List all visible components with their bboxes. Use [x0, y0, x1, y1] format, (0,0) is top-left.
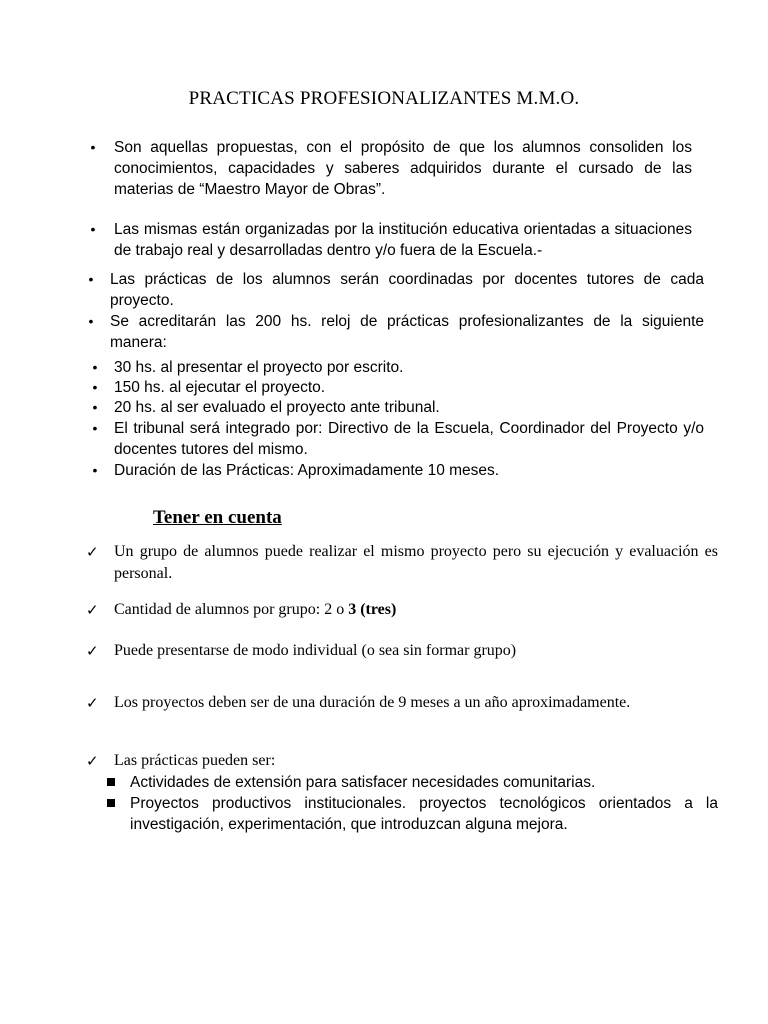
bullet-item: El tribunal será integrado por: Directivo de la Escuela, Coordinador del Proyecto y/o docentes tutores del mismo. — [114, 420, 704, 458]
bullet-icon: • — [88, 313, 94, 329]
check-item: Los proyectos deben ser de una duración de 9 meses a un año aproximadamente. — [114, 694, 631, 711]
checkmark-icon: ✓ — [86, 642, 99, 660]
check-item-bold-text: 3 (tres) — [348, 601, 397, 618]
bullet-item: Duración de las Prácticas: Aproximadamente 10 meses. — [114, 462, 500, 479]
checkmark-icon: ✓ — [86, 752, 99, 770]
bullet-icon: • — [90, 221, 96, 237]
bullet-item: Se acreditarán las 200 hs. reloj de prácticas profesionalizantes de la siguiente manera: — [110, 313, 704, 351]
bullet-item: Son aquellas propuestas, con el propósito de que los alumnos consoliden los conocimientos, capacidades y saberes adquiridos durante el cursado de las materias de “Maestro Mayor de Obras”. — [114, 139, 692, 198]
bullet-item: 30 hs. al presentar el proyecto por escrito. — [114, 359, 404, 376]
check-item: Las prácticas pueden ser: — [114, 752, 276, 769]
bullet-icon: • — [92, 420, 98, 436]
checkmark-icon: ✓ — [86, 601, 99, 619]
bullet-icon: • — [90, 139, 96, 155]
bullet-icon: • — [92, 379, 98, 395]
checkmark-icon: ✓ — [86, 694, 99, 712]
sub-item: Actividades de extensión para satisfacer necesidades comunitarias. — [130, 774, 596, 791]
check-item-text: Cantidad de alumnos por grupo: 2 o — [114, 601, 349, 618]
bullet-item: Las prácticas de los alumnos serán coordinadas por docentes tutores de cada proyecto. — [110, 271, 704, 309]
bullet-icon: • — [92, 359, 98, 375]
bullet-icon: • — [88, 271, 94, 287]
bullet-item: Las mismas están organizadas por la institución educativa orientadas a situaciones de trabajo real y desarrolladas dentro y/o fuera de la Escuela.- — [114, 221, 692, 259]
square-bullet-icon — [107, 778, 115, 786]
bullet-icon: • — [92, 462, 98, 478]
sub-item: Proyectos productivos institucionales. proyectos tecnológicos orientados a la investigación, experimentación, que introduzcan alguna mejora. — [130, 795, 718, 833]
check-item: Un grupo de alumnos puede realizar el mismo proyecto pero su ejecución y evaluación es personal. — [114, 543, 718, 582]
check-item — [114, 599, 718, 621]
check-item: Puede presentarse de modo individual (o sea sin formar grupo) — [114, 642, 517, 659]
square-bullet-icon — [107, 799, 115, 807]
document-title: PRACTICAS PROFESIONALIZANTES M.M.O. — [188, 88, 580, 109]
bullet-item: 150 hs. al ejecutar el proyecto. — [114, 379, 326, 396]
section-heading: Tener en cuenta — [153, 507, 282, 528]
bullet-icon: • — [92, 399, 98, 415]
bullet-item: 20 hs. al ser evaluado el proyecto ante tribunal. — [114, 399, 440, 416]
checkmark-icon: ✓ — [86, 543, 99, 561]
